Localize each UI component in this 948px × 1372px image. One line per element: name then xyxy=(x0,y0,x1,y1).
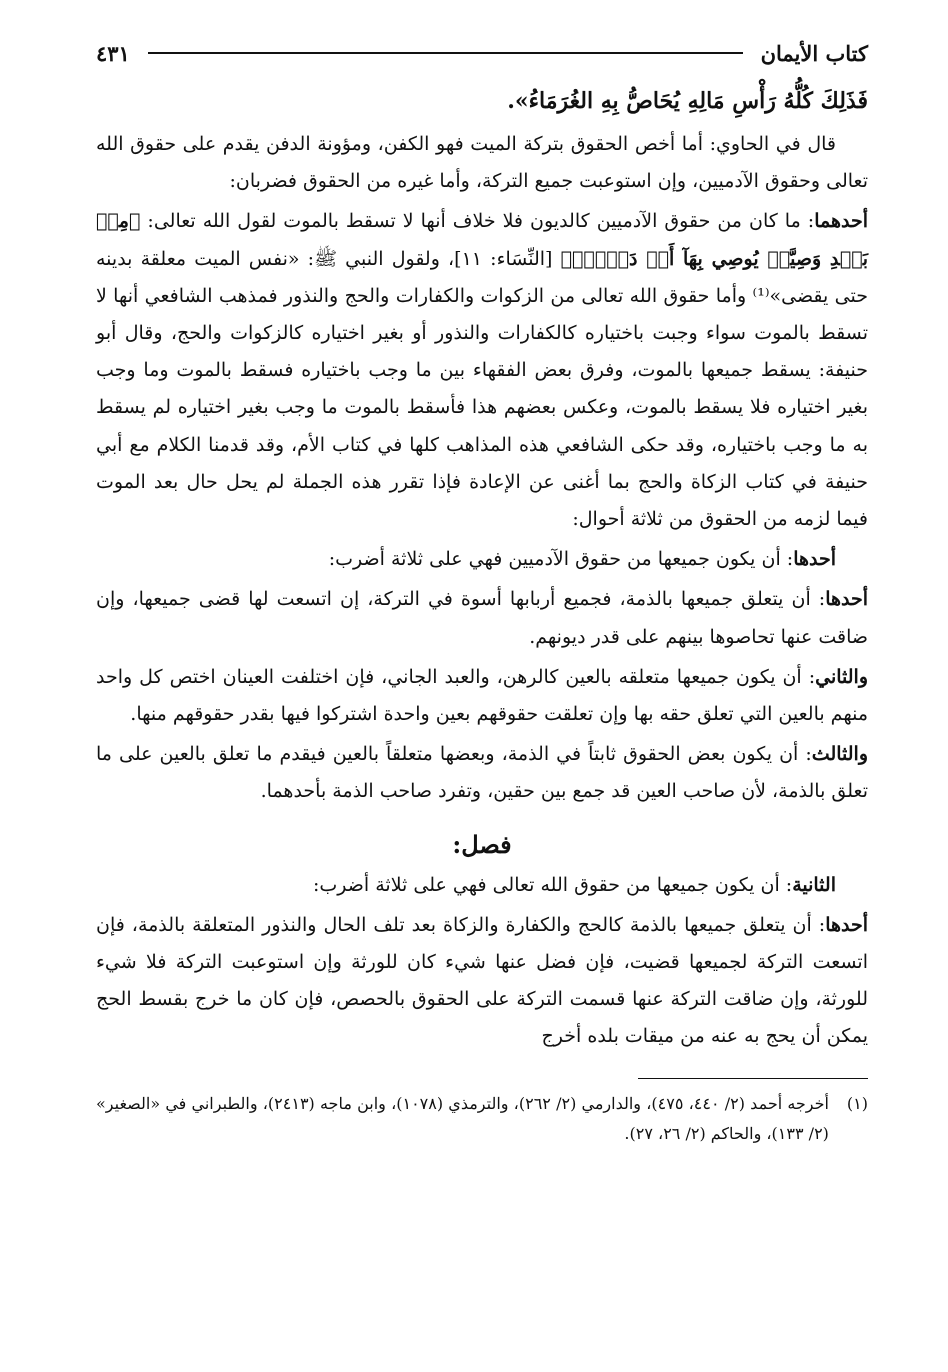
paragraph xyxy=(96,867,868,904)
book-title: كتاب الأيمان xyxy=(760,40,868,66)
paragraph-lead: والثالث xyxy=(811,743,868,766)
paragraph-text: [النِّسَاء: ١١]، ولقول النبي ﷺ: «نفس الميت معلقة بدينه حتى يقضى»⁽¹⁾ وأما حقوق الله تعالى من الزكوات والكفارات والحج والنذور فمذهب الشافعي أنها لا تسقط بالموت سواء وجبت باختياره كالكفارات والنذور أو بغير اختياره كالزكوات والحج، وقال أبو حنيفة: يسقط جميعها بالموت، وفرق بعض الفقهاء بين ما وجب باختياره فسقط بالموت وما وجب بغير اختياره فلا يسقط بالموت، وعكس بعضهم هذا فأسقط بالموت ما وجب بغير اختياره لم يسقط به ما وجب باختياره، وقد حكى الشافعي هذه المذاهب كلها في كتاب الأم، وقد قدمنا الكلام مع أبي حنيفة في كتاب الزكاة والحج بما أغنى عن الإعادة فإذا تقرر هذه الجملة لم يحل حال بعد الموت فيما لزمه من الحقوق من ثلاثة أحوال: xyxy=(96,247,868,531)
paragraph-lead: والثاني xyxy=(815,665,868,688)
section-title: فصل: xyxy=(452,829,512,859)
paragraph xyxy=(96,126,868,200)
footnote-number: (١) xyxy=(846,1093,868,1113)
page-number: ٤٣١ xyxy=(96,40,130,66)
paragraph-text: : أن يكون جميعها من حقوق الآدميين فهي على ثلاثة أضرب: xyxy=(328,548,794,571)
paragraph-text: قال في الحاوي: أما أخص الحقوق بتركة الميت فهو الكفن، ومؤونة الدفن يقدم على حقوق الله تعالى وحقوق الآدميين، وإن استوعبت جميع التركة، وأما غيره من الحقوق فضربان: xyxy=(96,133,868,193)
book-page xyxy=(96,30,868,1149)
paragraph-text: : أن يكون بعض الحقوق ثابتاً في الذمة، وبعضها متعلقاً بالعين فيقدم ما تعلق بالعين على ما تعلق بالذمة، لأن صاحب العين قد جمع بين حقين، وتفرد صاحب الذمة بأحدهما. xyxy=(96,743,868,803)
footnotes xyxy=(96,1089,868,1149)
quran-verse: ﴿مِنۢ بَعۡدِ وَصِيَّةٖ يُوصِي بِهَآ أَوۡ دَيۡنٍۗ﴾ xyxy=(96,210,868,270)
paragraph-lead: أحدها xyxy=(825,913,868,936)
paragraph-lead: أحدهما xyxy=(814,210,868,233)
paragraph-text: : أن يكون جميعها من حقوق الله تعالى فهي على ثلاثة أضرب: xyxy=(313,873,793,896)
paragraph-text: : أن يكون جميعها متعلقه بالعين كالرهن، والعبد الجاني، فإن اختلفت العينان اختص كل واحد منهم بالعين التي تعلق حقه بها وإن تعلقت حقوقهم بعين واحدة اشتركوا فيها بقدر حقوقهم منها. xyxy=(96,665,868,726)
footnote-separator xyxy=(638,1078,868,1079)
paragraph xyxy=(96,541,868,578)
paragraph-text: : أن يتعلق جميعها بالذمة، فجميع أربابها أسوة في التركة، إن اتسعت لها قضى جميعها، وإن ضاقت عنها تحاصوها بينهم على قدر ديونهم. xyxy=(96,588,868,648)
paragraph xyxy=(96,581,868,655)
paragraph-lead: الثانية xyxy=(792,873,836,896)
paragraph-lead: أحدها xyxy=(793,548,836,571)
paragraph-text: : ما كان من حقوق الآدميين كالديون فلا خلاف أنها لا تسقط بالموت لقول الله تعالى: xyxy=(140,210,815,233)
paragraph xyxy=(96,907,868,1056)
paragraph xyxy=(96,659,868,733)
footnote xyxy=(96,1089,868,1149)
hadith-ending: فَذَلِكَ كُلُّهُ رَأْسِ مَالِهِ يُحَاصُّ بِهِ الغُرَمَاءُ». xyxy=(507,88,868,114)
running-head xyxy=(96,30,868,76)
header-rule xyxy=(148,52,743,54)
paragraph xyxy=(96,736,868,810)
paragraph xyxy=(96,203,868,538)
paragraph-lead: أحدها xyxy=(825,588,868,611)
paragraph-text: : أن يتعلق جميعها بالذمة كالحج والكفارة والزكاة بعد تلف الحال والنذور المتعلقة بالذمة، فإن اتسعت التركة لجميعها قضيت، فإن فضل عنها شيء كان للورثة وإن استوعبت التركة فلا شيء للورثة، وإن ضاقت التركة عنها قسمت التركة على الحقوق بالحصص، فإن كان ما خرج بقسط الحج يمكن أن يحج به عنه من ميقات بلده أخرج xyxy=(96,913,868,1048)
footnote-text: أخرجه أحمد (٢/ ٤٤٠، ٤٧٥)، والدارمي (٢/ ٢٦٢)، والترمذي (١٠٧٨)، وابن ماجه (٢٤١٣)، والطبراني في «الصغير» (٢/ ١٣٣)، والحاكم (٢/ ٢٦، ٢٧). xyxy=(96,1093,829,1143)
